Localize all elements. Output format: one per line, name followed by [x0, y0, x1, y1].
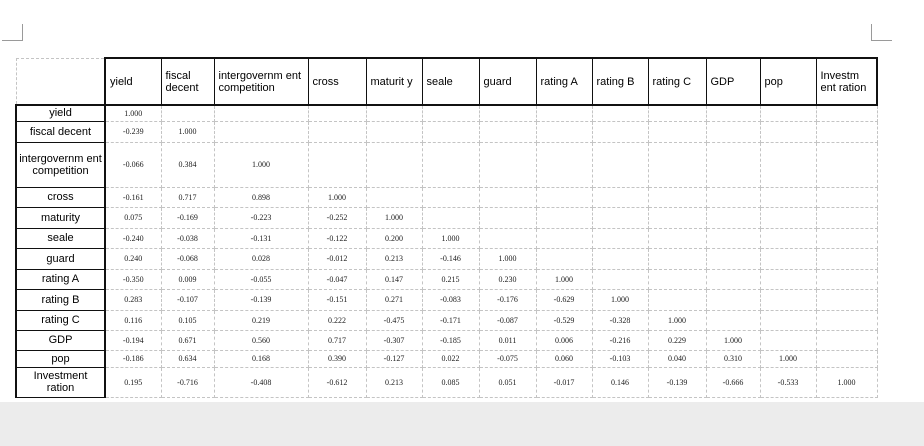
correlation-cell [479, 228, 536, 248]
correlation-cell [760, 121, 816, 142]
correlation-cell: -0.185 [422, 330, 479, 350]
correlation-cell [592, 121, 648, 142]
correlation-cell [592, 105, 648, 121]
correlation-cell: 0.283 [105, 289, 161, 310]
correlation-cell: 0.240 [105, 248, 161, 269]
correlation-cell [422, 142, 479, 187]
correlation-cell [760, 187, 816, 207]
correlation-cell: -0.055 [214, 269, 308, 289]
correlation-cell [760, 330, 816, 350]
correlation-cell [479, 121, 536, 142]
correlation-cell: -0.328 [592, 310, 648, 330]
correlation-cell [536, 105, 592, 121]
correlation-cell [760, 310, 816, 330]
correlation-cell: 0.011 [479, 330, 536, 350]
correlation-cell [816, 142, 877, 187]
correlation-cell [760, 207, 816, 228]
correlation-cell [536, 187, 592, 207]
table-row [16, 350, 877, 367]
row-label: yield [16, 105, 105, 121]
correlation-cell [648, 207, 706, 228]
correlation-cell: -0.716 [161, 367, 214, 397]
correlation-cell [366, 121, 422, 142]
correlation-cell [214, 105, 308, 121]
correlation-cell: -0.529 [536, 310, 592, 330]
correlation-cell: -0.171 [422, 310, 479, 330]
correlation-cell: 0.022 [422, 350, 479, 367]
correlation-cell [536, 228, 592, 248]
correlation-cell: 1.000 [816, 367, 877, 397]
correlation-cell [536, 207, 592, 228]
correlation-cell: 0.168 [214, 350, 308, 367]
correlation-cell [479, 142, 536, 187]
row-label: pop [16, 350, 105, 367]
correlation-cell [760, 269, 816, 289]
correlation-cell: 0.717 [161, 187, 214, 207]
correlation-cell [648, 121, 706, 142]
correlation-cell: 0.200 [366, 228, 422, 248]
correlation-cell: -0.122 [308, 228, 366, 248]
column-header: fiscal decent [161, 58, 214, 105]
correlation-cell: 0.146 [592, 367, 648, 397]
correlation-cell: 0.219 [214, 310, 308, 330]
correlation-cell: -0.408 [214, 367, 308, 397]
correlation-cell: 1.000 [706, 330, 760, 350]
table-row [16, 367, 877, 397]
table-row [16, 187, 877, 207]
correlation-cell: 1.000 [161, 121, 214, 142]
column-header: seale [422, 58, 479, 105]
correlation-cell [592, 142, 648, 187]
correlation-cell: 0.075 [105, 207, 161, 228]
header-corner-cell [16, 58, 105, 105]
correlation-cell [706, 310, 760, 330]
row-label: cross [16, 187, 105, 207]
correlation-cell [648, 248, 706, 269]
correlation-cell: 0.271 [366, 289, 422, 310]
correlation-cell [422, 121, 479, 142]
correlation-cell: 0.213 [366, 367, 422, 397]
correlation-cell [648, 142, 706, 187]
correlation-cell [536, 142, 592, 187]
correlation-cell [706, 228, 760, 248]
correlation-cell: 0.060 [536, 350, 592, 367]
correlation-cell [422, 105, 479, 121]
correlation-cell: -0.139 [648, 367, 706, 397]
correlation-cell: -0.075 [479, 350, 536, 367]
row-label: Investment ration [16, 367, 105, 397]
row-label: rating A [16, 269, 105, 289]
correlation-cell [816, 289, 877, 310]
correlation-cell: -0.012 [308, 248, 366, 269]
correlation-cell [816, 350, 877, 367]
correlation-cell [479, 207, 536, 228]
table-row [16, 207, 877, 228]
table-row [16, 248, 877, 269]
table-row [16, 105, 877, 121]
table-row [16, 269, 877, 289]
correlation-cell [760, 105, 816, 121]
correlation-cell [760, 289, 816, 310]
correlation-cell [706, 248, 760, 269]
correlation-cell: -0.307 [366, 330, 422, 350]
correlation-cell [648, 105, 706, 121]
crop-mark-top-right [871, 24, 892, 41]
row-label: fiscal decent [16, 121, 105, 142]
correlation-cell [816, 248, 877, 269]
correlation-cell [706, 105, 760, 121]
column-header: cross [308, 58, 366, 105]
correlation-cell [816, 187, 877, 207]
correlation-cell: 0.105 [161, 310, 214, 330]
correlation-cell [760, 228, 816, 248]
correlation-cell: -0.223 [214, 207, 308, 228]
correlation-cell [706, 289, 760, 310]
correlation-cell: -0.038 [161, 228, 214, 248]
correlation-cell [706, 142, 760, 187]
correlation-cell: 1.000 [214, 142, 308, 187]
header-row [16, 58, 877, 105]
correlation-cell: -0.169 [161, 207, 214, 228]
correlation-cell [366, 105, 422, 121]
correlation-cell: 0.051 [479, 367, 536, 397]
correlation-cell [706, 269, 760, 289]
correlation-cell: -0.017 [536, 367, 592, 397]
correlation-cell [816, 269, 877, 289]
correlation-cell [536, 121, 592, 142]
correlation-cell [161, 105, 214, 121]
correlation-cell: -0.216 [592, 330, 648, 350]
correlation-cell: -0.107 [161, 289, 214, 310]
correlation-cell: 0.040 [648, 350, 706, 367]
correlation-cell [214, 121, 308, 142]
correlation-cell: 0.116 [105, 310, 161, 330]
column-header: guard [479, 58, 536, 105]
correlation-cell: -0.139 [214, 289, 308, 310]
correlation-cell [592, 269, 648, 289]
correlation-cell: -0.533 [760, 367, 816, 397]
correlation-cell [648, 269, 706, 289]
row-label: GDP [16, 330, 105, 350]
correlation-cell: -0.252 [308, 207, 366, 228]
correlation-cell [479, 105, 536, 121]
correlation-cell: 0.215 [422, 269, 479, 289]
row-label: rating B [16, 289, 105, 310]
table-row [16, 310, 877, 330]
correlation-cell: 0.195 [105, 367, 161, 397]
column-header: pop [760, 58, 816, 105]
correlation-cell: -0.240 [105, 228, 161, 248]
correlation-cell [816, 105, 877, 121]
correlation-cell [816, 330, 877, 350]
correlation-cell [536, 248, 592, 269]
correlation-cell: -0.146 [422, 248, 479, 269]
correlation-cell [816, 310, 877, 330]
correlation-cell [706, 187, 760, 207]
correlation-cell [366, 187, 422, 207]
correlation-cell [422, 207, 479, 228]
column-header: rating A [536, 58, 592, 105]
correlation-cell [760, 142, 816, 187]
correlation-cell: -0.666 [706, 367, 760, 397]
correlation-cell: 0.009 [161, 269, 214, 289]
correlation-cell: 0.898 [214, 187, 308, 207]
correlation-cell: 0.147 [366, 269, 422, 289]
table-row [16, 121, 877, 142]
correlation-cell: 0.634 [161, 350, 214, 367]
row-label: maturity [16, 207, 105, 228]
correlation-cell: 1.000 [308, 187, 366, 207]
correlation-cell [308, 121, 366, 142]
correlation-cell: -0.047 [308, 269, 366, 289]
correlation-cell: 0.213 [366, 248, 422, 269]
row-label: seale [16, 228, 105, 248]
correlation-cell: 1.000 [422, 228, 479, 248]
correlation-cell [592, 187, 648, 207]
correlation-cell: -0.066 [105, 142, 161, 187]
correlation-cell: -0.475 [366, 310, 422, 330]
correlation-cell [648, 289, 706, 310]
correlation-cell: -0.186 [105, 350, 161, 367]
table-row [16, 330, 877, 350]
correlation-cell: 1.000 [592, 289, 648, 310]
correlation-cell: 1.000 [105, 105, 161, 121]
row-label: rating C [16, 310, 105, 330]
correlation-cell: 1.000 [536, 269, 592, 289]
correlation-cell: -0.239 [105, 121, 161, 142]
correlation-cell [706, 207, 760, 228]
correlation-cell: -0.612 [308, 367, 366, 397]
column-header: Investm ent ration [816, 58, 877, 105]
correlation-cell: -0.151 [308, 289, 366, 310]
column-header: rating B [592, 58, 648, 105]
correlation-cell: 0.671 [161, 330, 214, 350]
correlation-cell: 0.390 [308, 350, 366, 367]
correlation-cell [760, 248, 816, 269]
correlation-cell: 1.000 [760, 350, 816, 367]
correlation-cell: 0.384 [161, 142, 214, 187]
table-row [16, 289, 877, 310]
correlation-cell: -0.087 [479, 310, 536, 330]
correlation-cell [592, 228, 648, 248]
correlation-cell: 0.560 [214, 330, 308, 350]
correlation-cell: -0.127 [366, 350, 422, 367]
correlation-cell: -0.629 [536, 289, 592, 310]
correlation-cell: 1.000 [479, 248, 536, 269]
column-header: maturit y [366, 58, 422, 105]
correlation-cell [308, 105, 366, 121]
correlation-cell: -0.068 [161, 248, 214, 269]
correlation-cell: -0.350 [105, 269, 161, 289]
correlation-cell [592, 248, 648, 269]
correlation-cell: 1.000 [648, 310, 706, 330]
correlation-cell: 0.717 [308, 330, 366, 350]
column-header: yield [105, 58, 161, 105]
correlation-cell [366, 142, 422, 187]
correlation-cell [816, 121, 877, 142]
table-row [16, 142, 877, 187]
correlation-cell: -0.131 [214, 228, 308, 248]
correlation-cell: 0.006 [536, 330, 592, 350]
correlation-cell: -0.176 [479, 289, 536, 310]
column-header: rating C [648, 58, 706, 105]
correlation-cell: 0.229 [648, 330, 706, 350]
correlation-cell: 1.000 [366, 207, 422, 228]
row-label: guard [16, 248, 105, 269]
correlation-cell [648, 228, 706, 248]
correlation-cell: 0.230 [479, 269, 536, 289]
correlation-cell [479, 187, 536, 207]
correlation-cell [706, 121, 760, 142]
correlation-cell: -0.194 [105, 330, 161, 350]
column-header: GDP [706, 58, 760, 105]
correlation-cell: -0.103 [592, 350, 648, 367]
correlation-cell: -0.083 [422, 289, 479, 310]
correlation-cell: 0.028 [214, 248, 308, 269]
correlation-cell [308, 142, 366, 187]
correlation-cell [422, 187, 479, 207]
correlation-cell [648, 187, 706, 207]
correlation-cell: -0.161 [105, 187, 161, 207]
correlation-cell: 0.085 [422, 367, 479, 397]
row-label: intergovernm ent competition [16, 142, 105, 187]
correlation-cell: 0.310 [706, 350, 760, 367]
correlation-cell [592, 207, 648, 228]
crop-mark-top-left [2, 24, 23, 41]
correlation-cell [816, 228, 877, 248]
correlation-cell: 0.222 [308, 310, 366, 330]
column-header: intergovernm ent competition [214, 58, 308, 105]
correlation-table [15, 57, 878, 398]
correlation-cell [816, 207, 877, 228]
table-row [16, 228, 877, 248]
